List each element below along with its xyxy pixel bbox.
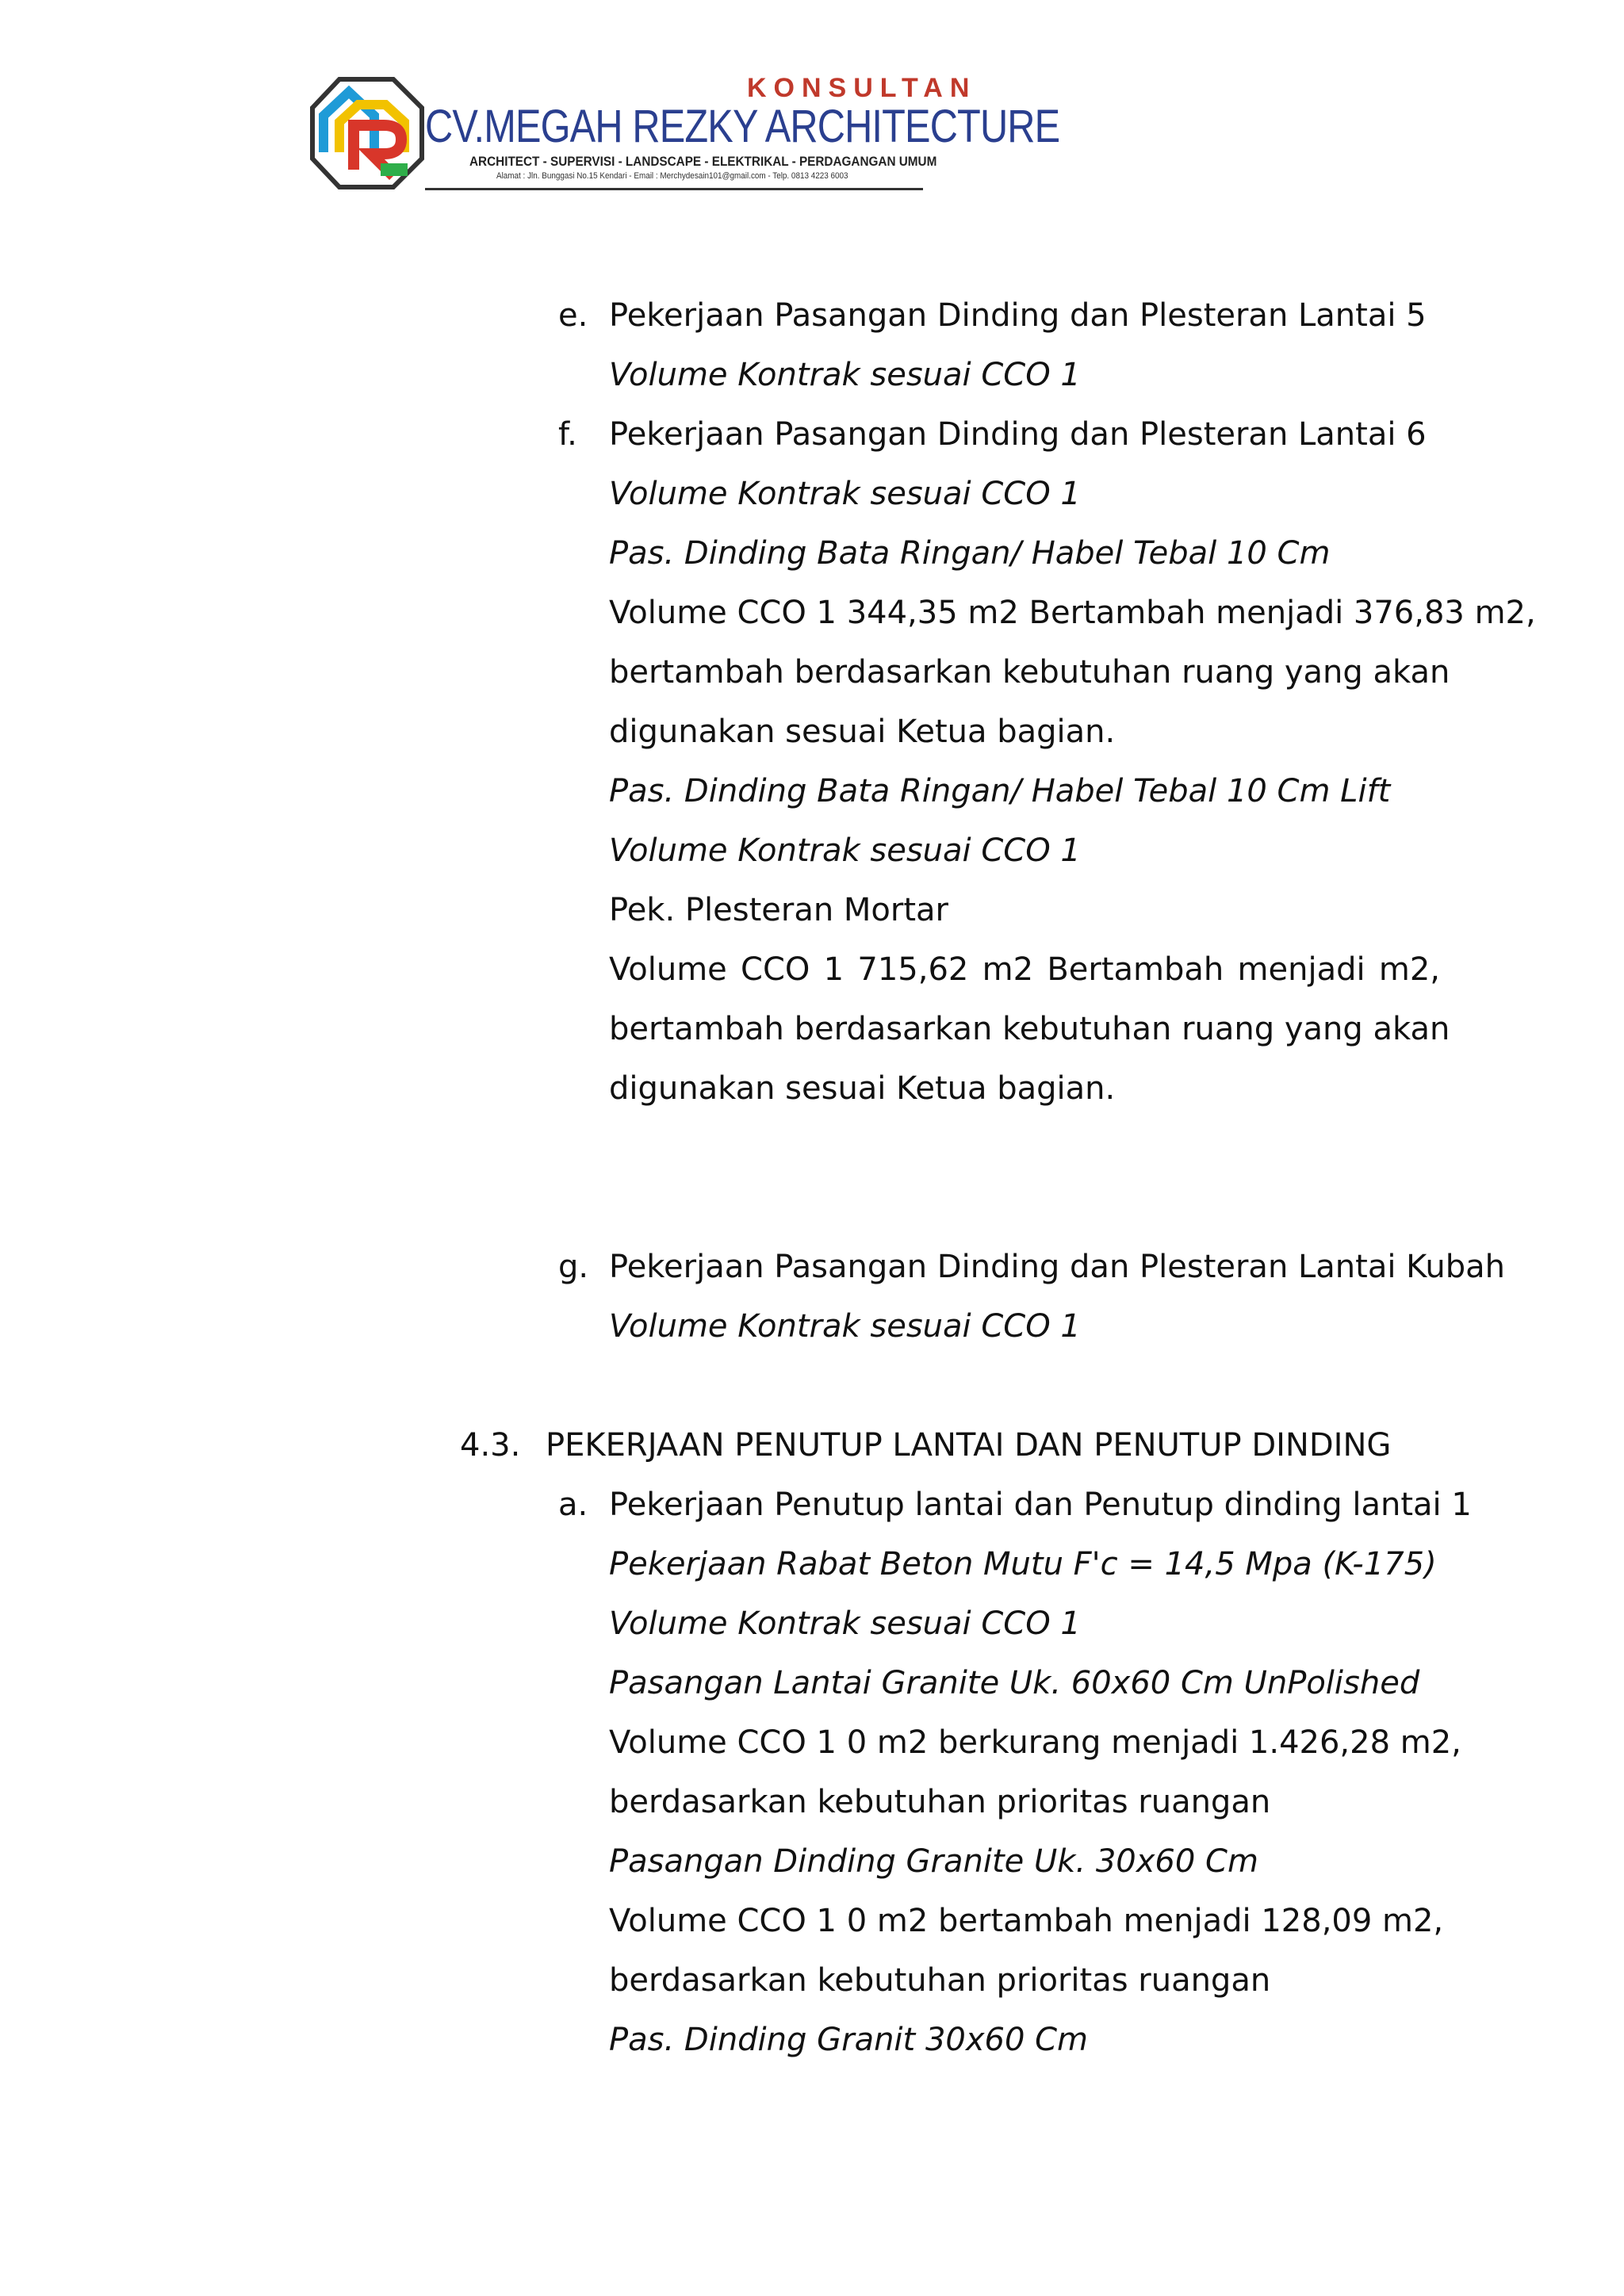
item-a-line-7: Volume CCO 1 0 m2 bertambah menjadi 128,09 m2, bbox=[609, 1903, 1444, 1939]
item-a-line-8: berdasarkan kebutuhan prioritas ruangan bbox=[609, 1962, 1271, 1999]
item-f-line-11: digunakan sesuai Ketua bagian. bbox=[609, 1070, 1116, 1107]
letterhead bbox=[308, 73, 1060, 192]
item-a-title: Pekerjaan Penutup lantai dan Penutup dinding lantai 1 bbox=[609, 1487, 1472, 1523]
item-f-line-9: Volume CCO 1 715,62 m2 Bertambah menjadi m2, bbox=[609, 951, 1440, 988]
item-a-line-9: Pas. Dinding Granit 30x60 Cm bbox=[609, 2022, 1089, 2058]
item-f-title: Pekerjaan Pasangan Dinding dan Plesteran Lantai 6 bbox=[609, 416, 1427, 453]
item-g-title: Pekerjaan Pasangan Dinding dan Plesteran Lantai Kubah bbox=[609, 1249, 1506, 1285]
section-number: 4.3. bbox=[460, 1427, 521, 1464]
company-name: CV.MEGAH REZKY ARCHITECTURE bbox=[425, 101, 1060, 152]
item-a-line-2: Volume Kontrak sesuai CCO 1 bbox=[609, 1605, 1081, 1642]
item-e-line-1: Volume Kontrak sesuai CCO 1 bbox=[609, 357, 1081, 393]
section-title: PEKERJAAN PENUTUP LANTAI DAN PENUTUP DINDING bbox=[546, 1427, 1392, 1464]
item-f-line-8: Pek. Plesteran Mortar bbox=[609, 892, 948, 928]
item-f-marker: f. bbox=[558, 416, 577, 453]
item-f-line-1: Volume Kontrak sesuai CCO 1 bbox=[609, 476, 1081, 512]
konsultan-label: KONSULTAN bbox=[747, 73, 977, 103]
item-f-line-7: Volume Kontrak sesuai CCO 1 bbox=[609, 832, 1081, 869]
item-a-line-3: Pasangan Lantai Granite Uk. 60x60 Cm UnPolished bbox=[609, 1665, 1420, 1701]
company-address: Alamat : Jln. Bunggasi No.15 Kendari - Email : Merchydesain101@gmail.com - Telp. 0813 4223 6003 bbox=[496, 171, 848, 181]
item-a-marker: a. bbox=[558, 1487, 588, 1523]
company-logo bbox=[308, 76, 425, 190]
item-g-line-1: Volume Kontrak sesuai CCO 1 bbox=[609, 1308, 1081, 1345]
company-services: ARCHITECT - SUPERVISI - LANDSCAPE - ELEKTRIKAL - PERDAGANGAN UMUM bbox=[469, 154, 937, 169]
item-a-line-1: Pekerjaan Rabat Beton Mutu F'c = 14,5 Mpa (K-175) bbox=[609, 1546, 1437, 1582]
item-a-line-5: berdasarkan kebutuhan prioritas ruangan bbox=[609, 1784, 1271, 1820]
item-f-line-6: Pas. Dinding Bata Ringan/ Habel Tebal 10 Cm Lift bbox=[609, 773, 1391, 809]
item-f-line-2: Pas. Dinding Bata Ringan/ Habel Tebal 10 Cm bbox=[609, 535, 1331, 572]
item-g-marker: g. bbox=[558, 1249, 589, 1285]
item-f-line-4: bertambah berdasarkan kebutuhan ruang yang akan bbox=[609, 654, 1450, 691]
item-a-line-4: Volume CCO 1 0 m2 berkurang menjadi 1.426,28 m2, bbox=[609, 1724, 1461, 1761]
item-e-title: Pekerjaan Pasangan Dinding dan Plesteran Lantai 5 bbox=[609, 297, 1427, 334]
item-a-line-6: Pasangan Dinding Granite Uk. 30x60 Cm bbox=[609, 1843, 1258, 1880]
header-divider bbox=[425, 188, 923, 190]
item-f-line-10: bertambah berdasarkan kebutuhan ruang yang akan bbox=[609, 1011, 1450, 1047]
item-e-marker: e. bbox=[558, 297, 588, 334]
item-f-line-5: digunakan sesuai Ketua bagian. bbox=[609, 714, 1116, 750]
item-f-line-3: Volume CCO 1 344,35 m2 Bertambah menjadi 376,83 m2, bbox=[609, 595, 1536, 631]
